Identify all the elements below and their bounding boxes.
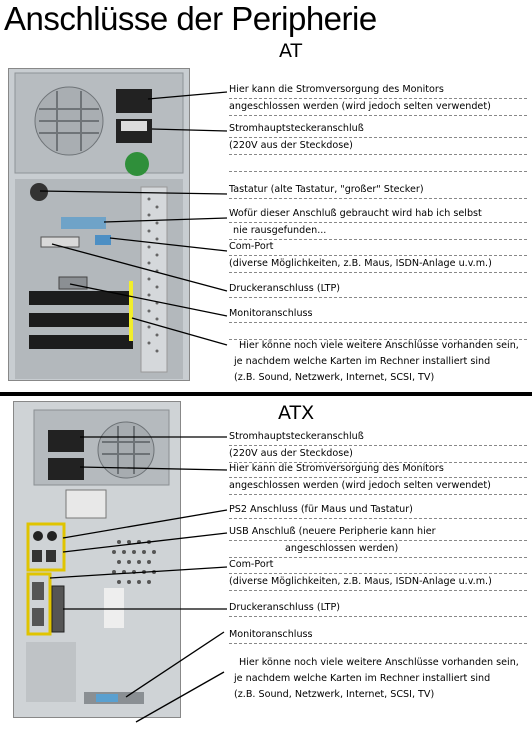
atx-annotation-com-port: Com-Port (diverse Möglichkeiten, z.B. Maus, ISDN-Anlage u.v.m.) xyxy=(229,557,527,591)
section-title-atx: ATX xyxy=(278,402,315,424)
leader-line xyxy=(40,191,227,194)
at-annotation-main-power: Stromhauptsteckeranschluß (220V aus der Steckdose) xyxy=(229,121,527,172)
at-annotation-keyboard: Tastatur (alte Tastatur, "großer" Stecker) xyxy=(229,182,527,199)
atx-annotation-monitor: Monitoranschluss xyxy=(229,627,527,644)
leader-line xyxy=(50,567,227,578)
at-annotation-monitor-power: Hier kann die Stromversorgung des Monitors angeschlossen werden (wird jedoch selten verwendet) xyxy=(229,82,527,116)
leader-line xyxy=(80,467,227,470)
leader-line xyxy=(126,632,224,697)
leader-line xyxy=(63,533,227,552)
atx-annotation-ps2: PS2 Anschluss (für Maus und Tastatur) xyxy=(229,502,527,519)
leader-line xyxy=(70,284,227,316)
leader-line xyxy=(110,238,227,251)
leader-line xyxy=(104,218,227,222)
leader-line xyxy=(132,318,227,345)
at-annotation-more-ports: Hier könne noch viele weitere Anschlüsse vorhanden sein, je nachdem welche Karten im Rechner installiert sind (z.B. Sound, Netzwerk, Internet, SCSI, TV) xyxy=(234,340,519,383)
page-title: Anschlüsse der Peripherie xyxy=(4,0,377,37)
atx-annotation-printer: Druckeranschluss (LTP) xyxy=(229,600,527,617)
atx-annotation-main-power: Stromhauptsteckeranschluß (220V aus der Steckdose) xyxy=(229,429,527,463)
atx-annotation-usb: USB Anschluß (neuere Peripherie kann hier angeschlossen werden) xyxy=(229,524,527,558)
leader-line xyxy=(136,672,224,722)
leader-line xyxy=(148,92,227,99)
at-annotation-com-port: Com-Port (diverse Möglichkeiten, z.B. Maus, ISDN-Anlage u.v.m.) xyxy=(229,239,527,273)
leader-line xyxy=(52,244,227,291)
at-annotation-unknown-port: Wofür dieser Anschluß gebraucht wird hab ich selbst nie rausgefunden... xyxy=(229,206,527,240)
at-annotation-monitor: Monitoranschluss xyxy=(229,306,527,340)
at-annotation-printer: Druckeranschluss (LTP) xyxy=(229,281,527,298)
leader-line xyxy=(152,129,227,131)
section-title-at: AT xyxy=(279,40,303,62)
leader-line xyxy=(63,510,227,538)
atx-annotation-monitor-power: Hier kann die Stromversorgung des Monitors angeschlossen werden (wird jedoch selten verwendet) xyxy=(229,461,527,495)
atx-annotation-more-ports: Hier könne noch viele weitere Anschlüsse vorhanden sein, je nachdem welche Karten im Rechner installiert sind (z.B. Sound, Netzwerk, Internet, SCSI, TV) xyxy=(234,657,519,700)
